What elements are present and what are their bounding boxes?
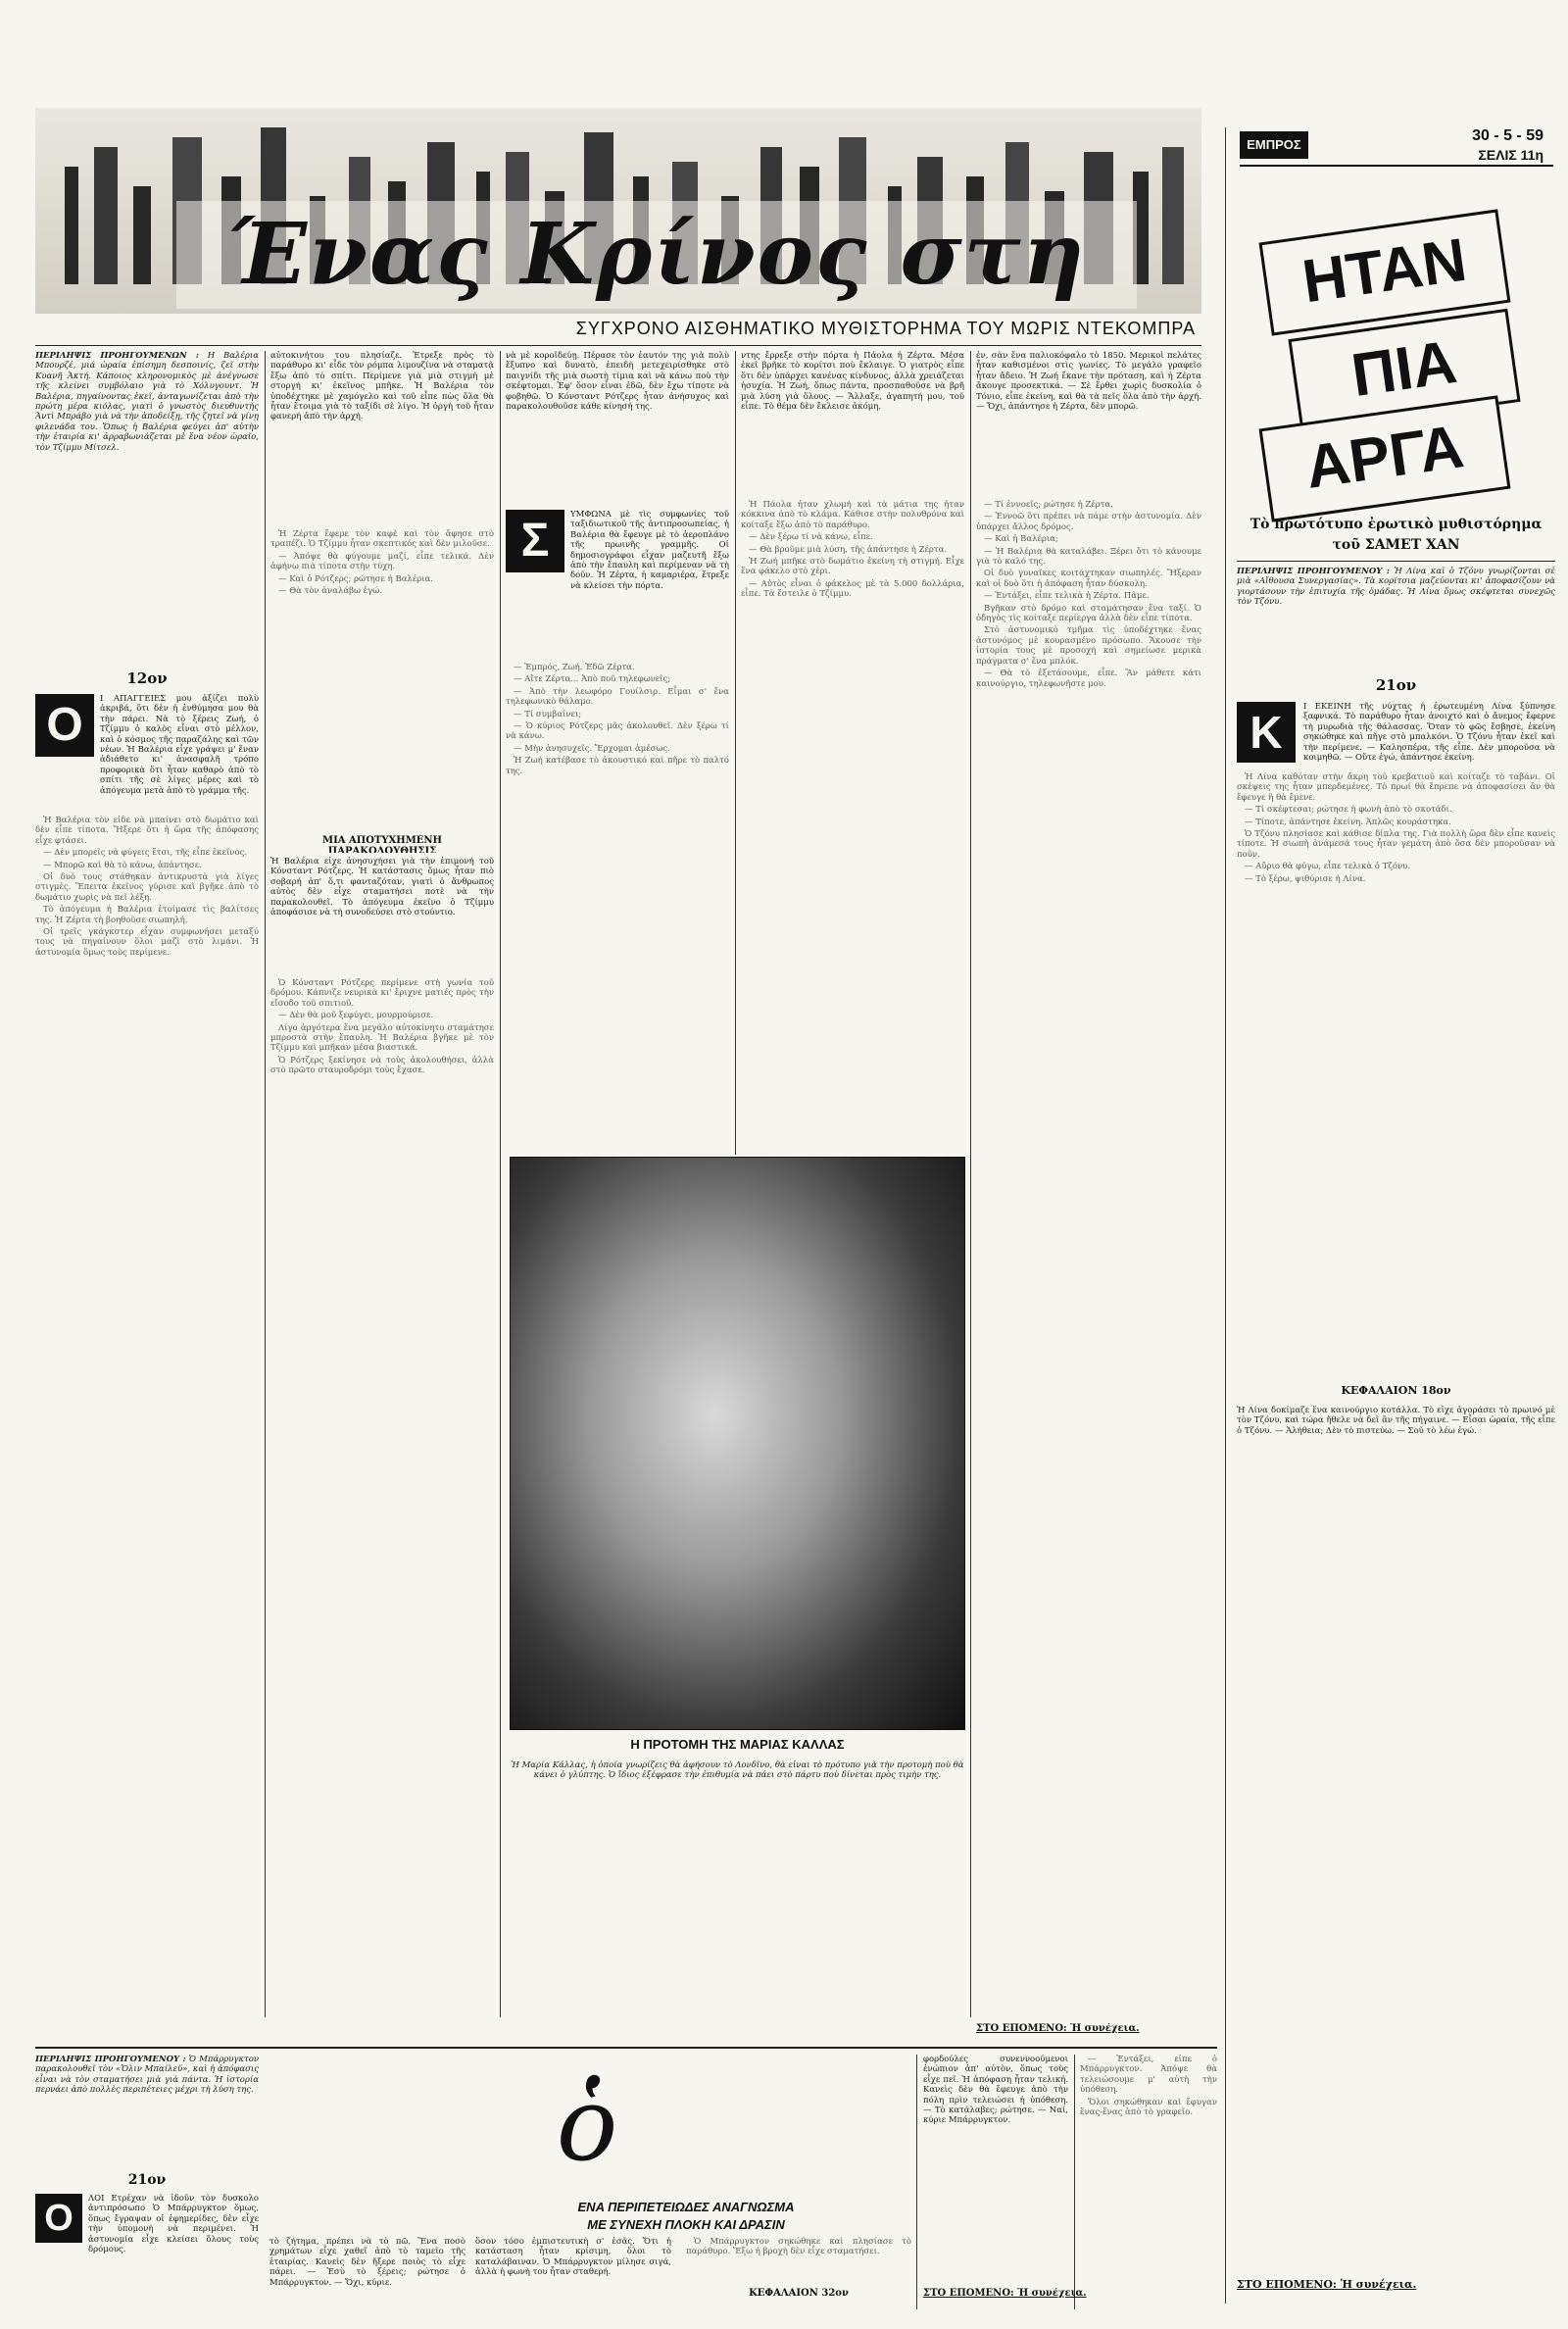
story3-chapter2: ΚΕΦΑΛΑΙΟΝ 32ον: [749, 2288, 849, 2299]
page-number: ΣΕΛΙΣ 11η: [1478, 147, 1544, 163]
column-rule: [916, 2055, 917, 2309]
story1-title: Ένας Κρίνος στη: [176, 201, 1137, 309]
story1-kicker: ΣΥΓΧΡΟΝΟ ΑΙΣΘΗΜΑΤΙΚΟ ΜΥΘΙΣΤΟΡΗΜΑ ΤΟΥ ΜΩΡΙΣ ΝΤΕΚΟΜΠΡΑ: [575, 319, 1196, 338]
story2-dropcap: Κ: [1237, 702, 1296, 763]
story1-col1-lead: Ι ΑΠΑΓΓΕΙΕΣ μου ἀξίζει πολὺ ἀκριβά, ὅτι δὲν ἡ ἐνθύμησα μου θὰ τὴν πάρει. Νὰ τὸ ξέρεις Ζωή, ὁ Τζίμμυ ὁ καλὸς εἶναι στὸ μέλλον, καὶ ὁ κόσμος τῆς παραζάλης καὶ τῶν νέων. Ἡ Βαλέρια εἶχε γράψει μ' ἕναν ἀδιάθετο κι' ἀνασφαλῆ τρόπο προφορικὰ ὅτι ἦταν καθαρὸ ἀπὸ τὸ σπίτι τῆς σὲ λίγες μέρες καὶ τὸ ἀπόγευμα μετὰ ἀπὸ τὸ γράμμα τῆς.: [100, 694, 259, 796]
story3-col1: ΛΟΙ Ετρέχαν νὰ ἰδοῦν τὸν δυσκολο ἀντιπρόσωπο Ὁ Μπάρρυγκτον ὅμως, ὅπως ἔγραψαν οἱ ἐφημερίδες, δὲν εἶχε τὴν ὑπομονὴ νὰ περιμένει. Ἡ ἀστυνομία εἶχε κλείσει ὅλους τοὺς δρόμους.: [88, 2194, 259, 2255]
story1-dropcap: Ο: [35, 694, 94, 757]
column-rule: [970, 351, 971, 2017]
story1-col3b-body: ΥΜΦΩΝΑ μὲ τὶς συμφωνίες τοῦ ταξιδιωτικοῦ τῆς ἀντιπροσωπείας, ἡ Βαλέρια θὰ ἔφευγε μὲ τὸ ἀεροπλάνο τῆς πρωινῆς γραμμῆς. Οἱ δημοσιογράφοι εἶχαν μαζευτῆ ἔξω ἀπὸ τὴν ἔπαυλη καὶ περίμεναν νὰ τὴ δοῦν. Ἡ Ζέρτα, ἡ καμαριέρα, ἔτρεξε νὰ κλείσει τὴν πόρτα.: [570, 510, 729, 591]
column-rule: [1225, 127, 1226, 2304]
column-rule: [265, 351, 266, 2017]
story3-col4: φορδούλες συνεννοούμενοι ἐνώπιον ἀπ' αὐτὸν, ὅπως τοὺς εἶχε πεῖ. Ἡ ἀπόφαση ἦταν τελική. Κανεὶς δὲν θὰ ἔφευγε ἀπὸ τὴν πόλη πρὶν τελειώσει ἡ ὑπόθεση. — Τὸ κατάλαβες; ρώτησε. — Ναί, κύριε Μπάρρυγκτον.: [923, 2055, 1068, 2126]
story1-recap-block: [35, 351, 259, 665]
recap-heading: ΠΕΡΙΛΗΨΙΣ ΠΡΟΗΓΟΥΜΕΝΩΝ :: [35, 351, 199, 361]
story3-col5: — Ἐντάξει, εἶπε ὁ Μπάρρυγκτον. Ἀπόψε θὰ τελειώσουμε μ' αὐτὴ τὴν ὑπόθεση. Ὅλοι σηκώθηκαν καὶ ἔφυγαν ἕνας-ἕνας ἀπὸ τὸ γραφεῖο.: [1080, 2055, 1217, 2118]
photo-caption: Ἡ Μαρία Κάλλας, ἡ ὁποία γνωρίζεις θὰ ἀφήσουν τὸ Λονδῖνο, θὰ εἶναι τὸ πρότυπο γιὰ τὴν προτομὴ ποὺ θὰ κάνει ὁ γλύπτης. Ὁ ἴδιος ἐξέφρασε τὴν ἐπιθυμία νὰ πάει στὸ πάρτυ ποὺ δίνεται πρὸς τιμὴν της.: [511, 1760, 964, 1781]
divider: [1237, 561, 1555, 562]
story1-col3b-cont: — Ἐμπρός, Ζωή. Ἐδῶ Ζέρτα. — Αἴτε Ζέρτα... Ἀπὸ ποῦ τηλεφωνεῖς; — Ἀπὸ τὴν λεωφόρο Γουίλσιρ. Εἶμαι σ' ἕνα τηλεφωνικὸ θάλαμο. — Τί συμβαίνει; — Ὁ κύριος Ρότζερς μᾶς ἀκολουθεῖ. Δὲν ξέρω τί νὰ κάνω. — Μὴν ἀνησυχεῖς. Ἔρχομαι ἀμέσως. Ἡ Ζωή κατέβασε τὸ ἀκουστικό καὶ πῆρε τὸ παλτό της.: [506, 663, 729, 776]
masthead: [1240, 127, 1553, 167]
kallas-photo: [510, 1157, 965, 1730]
story1-col5-body: ἐν, σὰν ἕνα παλιοκόφαλο τὸ 1850. Μερικοὶ πελάτες ἦταν καθισμένοι στὶς γωνίες. Τὸ μεγάλο γραφεῖο ἦταν ἄδειο. Ἡ Ζωή ἔκανε τὴν πρόταση, καὶ ἡ Ζέρτα ἄκουγε προσεκτικά. — Σὲ ἔρθει χωρὶς δυσκολία ὁ Τόνιο, εἶπε ἐκείνη, καὶ θὰ τὰ πεῖς ὅλα ἀπὸ τὴν ἀρχή. — Ὄχι, ἀπάντησε ἡ Ζέρτα, δὲν μπορῶ.: [976, 351, 1201, 413]
column-rule: [500, 351, 501, 2017]
column-rule: [735, 351, 736, 1155]
story3-col2: τὸ ζήτημα, πρέπει νὰ τὸ πῶ. Ἕνα ποσὸ χρημάτων εἶχε χαθεῖ ἀπὸ τὸ ταμεῖο τῆς ἑταιρίας. Κανεὶς δὲν ἤξερε ποιὸς τὸ εἶχε πάρει. — Ἐσὺ τὸ ξέρεις; ρώτησε ὁ Μπάρρυγκτον. — Ὄχι, κύριε.: [270, 2237, 466, 2288]
recap-heading: ΠΕΡΙΛΗΨΙΣ ΠΡΟΗΓΟΥΜΕΝΟΥ :: [1237, 567, 1391, 576]
story3-next: ΣΤΟ ΕΠΟΜΕΝΟ: Ἡ συνέχεια.: [923, 2288, 1087, 2299]
recap-text: Ὁ Μπάρρυγκτον παρακολουθεῖ τὸν «Ὄλιν Μπαίλεϋ», καὶ ἡ ἀπόφασις εἶναι νὰ τὸν σταματήσει μιὰ γιὰ πάντα. Ἡ ἱστορία περνάει ἀπὸ πολλὲς περιπέτειες μέχρι τὴ λύση της.: [35, 2055, 259, 2096]
story3-chapter-label: 21ον: [127, 2172, 167, 2188]
stacked-word-3: ΑΡΓΑ: [1259, 395, 1511, 521]
stacked-word-1: ΗΤΑΝ: [1259, 209, 1511, 335]
story3-dropcap: Ο: [35, 2194, 82, 2243]
story2-next: ΣΤΟ ΕΠΟΜΕΝΟ: Ἡ συνέχεια.: [1237, 2278, 1417, 2291]
issue-date: 30 - 5 - 59: [1472, 127, 1544, 144]
story3-col-right-a: Ὁ Μπάρρυγκτον σηκώθηκε καὶ πλησίασε τὸ παράθυρο. Ἔξω ἡ βροχὴ δὲν εἶχε σταματήσει.: [686, 2237, 911, 2257]
recap-text: Η Βαλέρια Μπουρζέ, μιά ὡραία ἐπίσημη δεσποινίς, ζεῖ στὴν Κυανῆ Ἀκτή. Κάποιος κληρονομικὸς μὲ ἀνέγνωσε τῆς κλείνει συμβόλαιο γιὰ τὸ Χόλυγουντ. Ἡ Βαλέρια, πηγαίνοντας ἐκεῖ, ἀνταγωνίζεται ἀπὸ τὴν πρώτη μέρα κιόλας, γιατὶ ὁ γνωστὸς διευθυντὴς Ἀντὶ Μπράβο γιὰ νὰ τὴν ἀποδείξῃ, τῆς ζητεῖ νὰ γίνῃ φιλενάδα του. Ὅπως ἡ Βαλέρια φεύγει ἀπ' αὐτὴν τὴν ἑταιρία κι' ἀρραβωνιάζεται μὲ ἕνα νέον ὡραῖο, τὸν Τζίμμυ Μίτσελ.: [35, 351, 259, 453]
logo-text: ΕΜΠΡΟΣ: [1247, 137, 1301, 152]
story2-body-continued: Ἡ Λίνα καθόταν στὴν ἄκρη τοῦ κρεβατιοῦ καὶ κοίταζε τὸ ταβάνι. Οἱ σκέψεις της ἦταν μπερδεμένες. Τὸ πρωί θὰ ἔπρεπε νὰ ἀποφασίσει ἂν θὰ ἔφευγε ἢ θὰ ἔμενε. — Τί σκέφτεσαι; ρώτησε ἡ φωνὴ ἀπὸ τὸ σκοτάδι. — Τίποτε, ἀπάντησε ἐκείνη. Ἁπλῶς κουράστηκα. Ὁ Τζόνυ πλησίασε καὶ κάθισε δίπλα της. Γιὰ πολλὴ ὥρα δὲν εἶπε κανεὶς τίποτε. Ἡ σιωπὴ ἀνάμεσά τους ἦταν γεμάτη ἀπὸ ὅσα δὲν μποροῦσαν νὰ ποῦν. — Αὔριο θὰ φύγω, εἶπε τελικὰ ὁ Τζόνυ. — Τὸ ξέρω, ψιθύρισε ἡ Λίνα.: [1237, 772, 1555, 884]
story2-chapter2: ΚΕΦΑΛΑΙΟΝ 18ον: [1341, 1384, 1451, 1397]
story1-col2-body: αὐτοκινήτου του πλησίαζε. Ἐτρεξε πρὸς τὸ παράθυρο κι' εἶδε τὸν ρόμπα λιμουζίνα νὰ σταματᾷ ἔξω ἀπὸ τὸ σπίτι. Περίμενε γιὰ μιὰ στιγμὴ μὲ στοργή κι' ἐκεῖνος μπῆκε. Ἡ Βαλέρια τὸν ὑποδέχτηκε μὲ χαμόγελο καὶ τοῦ εἶπε πὼς ὅλα θὰ ἦταν ἕτοιμα γιὰ τὸ ταξίδι σὲ λίγο. Ἡ ὀργὴ τοῦ ἦταν φανερή ἀπὸ τὴν ἀρχή.: [270, 351, 494, 422]
story1-col2b-cont: Ὁ Κόνσταντ Ρότζερς περίμενε στὴ γωνία τοῦ δρόμου. Κάπνιζε νευρικὰ κι' ἔριχνε ματιές πρὸς τὴν εἴσοδο τοῦ σπιτιοῦ. — Δὲν θὰ μοῦ ξεφύγει, μουρμούρισε. Λίγο ἀργότερα ἕνα μεγάλο αὐτοκίνητο σταμάτησε μπροστὰ στὴν ἔπαυλη. Ἡ Βαλέρια βγῆκε μὲ τὸν Τζίμμυ καὶ μπῆκαν μέσα βιαστικά. Ὁ Ρότζερς ξεκίνησε νὰ τοὺς ἀκολουθήσει, ἀλλὰ στὸ πρῶτο σταυροδρόμι τοὺς ἔχασε.: [270, 978, 494, 1076]
stacked-word-2: ΠΙΑ: [1288, 309, 1520, 433]
recap-text: Ἡ Λίνα καὶ ὁ Τζόνυ γνωρίζονται σὲ μιὰ «Αἴθουσα Συνεργασίας». Τὰ κορίτσια μαζεύονται κι' ἀποφασίζουν νὰ γιορτάσουν τὴν ἐπιτυχία τῆς ὁμάδας. Ἡ Λίνα ὅμως σκέφτεται συνεχῶς τὸν Τζόνυ.: [1237, 567, 1555, 608]
story1-col2b-body: Ἡ Βαλέρια εἶχε ἀνησυχήσει γιὰ τὴν ἐπιμονή τοῦ Κόνσταντ Ρότζερς. Ἡ κατάστασις ὅμως ἦταν πιὸ σοβαρή ἀπ' ὅ,τι φανταζόταν, γιατὶ ὁ ἄνθρωπος αὐτὸς δὲν εἶχε σταματήσει ποτὲ νὰ τὴν παρακολουθεῖ. Τὸ ἀπόγευμα ἐκεῖνο ὁ Τζίμμυ ἀποφάσισε νὰ τὴ συνοδεύσει στὸ στούντιο.: [270, 857, 494, 918]
story1-col4-cont: Ἡ Πάολα ἦταν χλωμή καὶ τὰ μάτια της ἦταν κόκκινα ἀπὸ τὸ κλάμα. Κάθισε στὴν πολυθρόνα καὶ κοίταξε ἔξω ἀπὸ τὸ παράθυρο. — Δὲν ξέρω τί νὰ κάνω, εἶπε. — Θὰ βροῦμε μιὰ λύση, τῆς ἀπάντησε ἡ Ζέρτα. Ἡ Ζωή μπῆκε στὸ δωμάτιο ἐκείνη τὴ στιγμή. Εἶχε ἕνα φάκελο στὸ χέρι. — Αὐτὸς εἶναι ὁ φάκελος μὲ τὰ 5.000 δολλάρια, εἶπε. Τὰ ἔστειλε ὁ Τζίμμυ.: [741, 500, 964, 600]
story1-col2-cont: Ἡ Ζέρτα ἔφερε τὸν καφὲ καὶ τὸν ἄφησε στὸ τραπέζι. Ὁ Τζίμμυ ἦταν σκεπτικός καὶ δὲν μιλοῦσε. — Ἀπόψε θὰ φύγουμε μαζί, εἶπε τελικά. Δὲν ἀφήνω πιὰ τίποτα στὴν τύχη. — Καὶ ὁ Ρότζερς; ρώτησε ἡ Βαλέρια. — Θὰ τὸν ἀναλάβω ἐγώ.: [270, 529, 494, 597]
divider: [35, 345, 1201, 346]
story1-dropcap-2: Σ: [506, 510, 564, 572]
story1-chapter-label: 12ον: [126, 669, 168, 687]
recap-heading: ΠΕΡΙΛΗΨΙΣ ΠΡΟΗΓΟΥΜΕΝΟΥ :: [35, 2055, 186, 2064]
story2-recap-block: [1237, 567, 1555, 672]
story1-col3-body: νὰ μὲ κοροϊδεύῃ. Πέρασε τὸν ἑαυτόν της γιὰ πολὺ ἔξυπνο καὶ δυνατὸ, ἐπειδὴ μετεχειρίσθηκε στὸ παιγνίδι τῆς μιὰ σωστὴ τίμια καὶ νὰ κάνω ποὺ τὴν σκέφτομαι. Ἐφ' ὅσον εἶναι ἐδῶ, δὲν ἔχω τίποτε νὰ φοβηθῶ. Ὁ Κόνσταντ Ρότζερς ἦταν ἀνήσυχος καὶ παρακολουθοῦσε κάθε κίνησή της.: [506, 351, 729, 413]
story1-col4-body: ντης ἔρρεξε στὴν πόρτα ἡ Πάολα ἡ Ζέρτα. Μέσα ἐκεῖ βρῆκε τὸ κορίτσι ποὺ ἔκλαιγε. Ὁ γιατρὸς εἶπε ὅτι δὲν ὑπάρχει κανένας κίνδυνος, ἀλλὰ χρειάζεται ἡσυχία. Ἡ Ζωή, ὅπως πάντα, προσπαθοῦσε νὰ βρῆ μιὰ λύση γιὰ ὅλους. — Ἄλλαξε, ἀγαπητή μου, τοῦ εἶπε. Τὸ θέμα δὲν ἔκλεισε ἀκόμη.: [741, 351, 964, 413]
story1-col5-cont: — Τί ἐννοεῖς; ρώτησε ἡ Ζέρτα. — Ἐννοῶ ὅτι πρέπει νὰ πάμε στὴν ἀστυνομία. Δὲν ὑπάρχει ἄλλος δρόμος. — Καὶ ἡ Βαλέρια; — Ἡ Βαλέρια θὰ καταλάβει. Ξέρει ὅτι τὸ κάνουμε γιὰ τὸ καλό της. Οἱ δυὸ γυναῖκες κοιτάχτηκαν σιωπηλές. Ἤξεραν καὶ οἱ δυὸ ὅτι ἡ ἀπόφαση ἦταν δύσκολη. — Ἐντάξει, εἶπε τελικὰ ἡ Ζέρτα. Πᾶμε. Βγῆκαν στὸ δρόμο καὶ σταμάτησαν ἕνα ταξί. Ὁ ὁδηγὸς τὶς κοίταξε περίεργα ἀλλὰ δὲν εἶπε τίποτα. Στὸ ἀστυνομικὸ τμῆμα τὶς ὑποδέχτηκε ἕνας ἀστυνόμος μὲ κουρασμένο πρόσωπο. Ἄκουσε τὴν ἱστορία τους μὲ προσοχή καὶ σημείωσε μερικὰ πράγματα σ' ἕνα μπλόκ. — Θὰ τὸ ἐξετάσουμε, εἶπε. Ἂν μάθετε κάτι καινούργιο, τηλεφωνῆστε μου.: [976, 500, 1201, 689]
story2-body2: Ἡ Λίνα δοκίμαζε ἕνα καινούργιο κοτάλλα. Τὸ εἶχε ἀγοράσει τὸ πρωινό μὲ τὸν Τζόνυ, καὶ τώρα ἤθελε νὰ δεῖ ἂν τῆς πήγαινε. — Εἶσαι ὡραία, τῆς εἶπε ὁ Τζόνυ. — Ἀλήθεια; Δὲν τὸ πιστεύω. — Σοῦ τὸ λέω ἐγώ.: [1237, 1406, 1555, 1436]
story2-chapter-label: 21ον: [1375, 676, 1417, 694]
story1-next: ΣΤΟ ΕΠΟΜΕΝΟ: Ἡ συνέχεια.: [976, 2023, 1140, 2034]
newspaper-logo: [1240, 131, 1308, 159]
photo-caption-title: Η ΠΡΟΤΟΜΗ ΤΗΣ ΜΑΡΙΑΣ ΚΑΛΛΑΣ: [630, 1737, 845, 1752]
story1-section-heading: ΜΙΑ ΑΠΟΤΥΧΗΜΕΝΗ ΠΑΡΑΚΟΛΟΥΘΗΣΙΣ: [322, 835, 442, 853]
story3-title: ὁ: [556, 2064, 620, 2184]
column-rule: [1074, 2055, 1075, 2309]
story3-recap-block: [35, 2055, 259, 2172]
story3-col3: ὅσον τόσο ἐμπιστευτικὴ σ' ἐσᾶς. Ὅτι ἡ κατάσταση ἦταν κρίσιμη, ὅλοι τὸ καταλάβαιναν. Ὁ Μπάρρυγκτον μίλησε σιγά, ἀλλὰ ἡ φωνὴ του ἦταν σταθερή.: [475, 2237, 671, 2278]
story1-col1-body: Ἡ Βαλέρια τὸν εἶδε νὰ μπαίνει στὸ δωμάτιο καὶ δὲν εἶπε τίποτα. Ἤξερε ὅτι ἡ ὥρα τῆς ἀπόφασης εἶχε φτάσει. — Δὲν μπορεῖς νὰ φύγεις ἔτσι, τῆς εἶπε ἐκεῖνος. — Μπορῶ καὶ θὰ τὸ κάνω, ἀπάντησε. Οἱ δυὸ τους στάθηκαν ἀντικρυστὰ γιὰ λίγες στιγμὲς. Ἔπειτα ἐκεῖνος γύρισε καὶ βγῆκε ἀπὸ τὸ δωμάτιο χωρὶς νὰ πεῖ λέξη. Τὸ ἀπόγευμα ἡ Βαλέρια ἑτοίμασε τὶς βαλίτσες της. Ἡ Ζέρτα τὴ βοηθοῦσε σιωπηλή. Οἱ τρεῖς γκάγκστερ εἶχαν συμφωνήσει μεταξύ τους νὰ πηγαίνουν ὅλοι μαζὶ στὸ λιμάνι. Ἡ ἀστυνομία ὅμως τοὺς περίμενε.: [35, 816, 259, 958]
story3-tagline-1: ΕΝΑ ΠΕΡΙΠΕΤΕΙΩΔΕΣ ΑΝΑΓΝΩΣΜΑ: [577, 2200, 795, 2214]
story3-tagline-2: ΜΕ ΣΥΝΕΧΗ ΠΛΟΚΗ ΚΑΙ ΔΡΑΣΙΝ: [587, 2217, 785, 2232]
story2-subtitle: Τὸ πρωτότυπο ἐρωτικὸ μυθιστόρημα τοῦ ΣΑΜΕΤ ΧΑΝ: [1250, 517, 1543, 553]
story2-body: Ι ΕΚΕΙΝΗ τῆς νύχτας ἡ ἐρωτευμένη Λίνα ξύπνησε ξαφνικά. Τὸ παράθυρο ἦταν ἀνοιχτό καὶ ὁ ἄνεμος ἔφερνε τὴ μυρωδιὰ τῆς θάλασσας. Ὅταν τὸ φῶς ἔσβησε, ἐκείνη σηκώθηκε καὶ πῆγε στὸ μπαλκόνι. Ὁ Τζόνυ ἦταν ἐκεῖ καὶ τὴν περίμενε. — Καλησπέρα, τῆς εἶπε. Δὲν μποροῦσα νὰ κοιμηθῶ. — Οὔτε ἐγώ, ἀπάντησε ἐκείνη.: [1303, 702, 1555, 764]
divider: [35, 2047, 1217, 2049]
